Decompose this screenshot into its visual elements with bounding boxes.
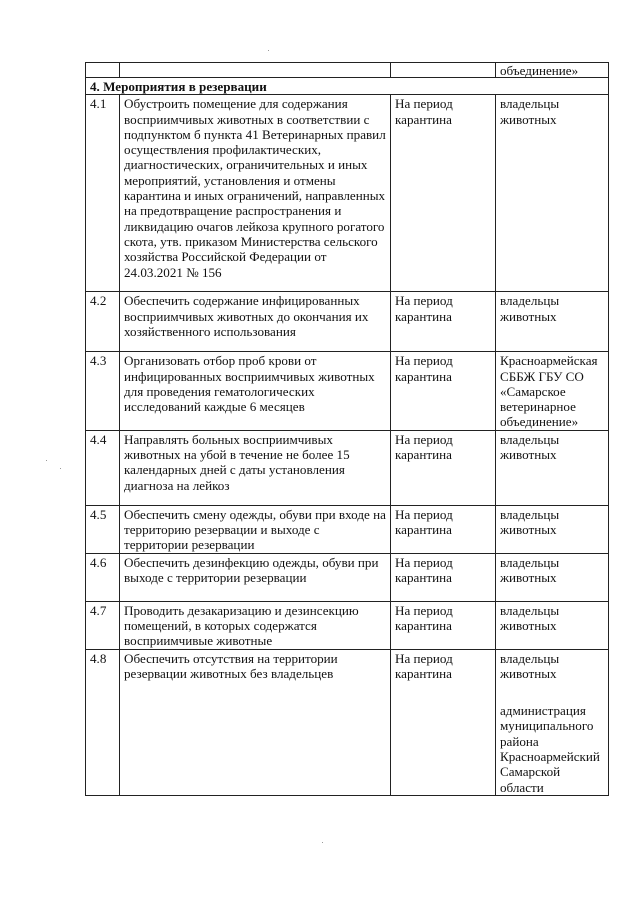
measures-table [85, 62, 609, 796]
scan-speck [268, 50, 269, 51]
action-cell: Обеспечить отсутствия на территории резервации животных без владельцев [120, 649, 391, 795]
table-cell [391, 63, 496, 78]
row-number: 4.6 [86, 553, 120, 601]
row-number: 4.3 [86, 352, 120, 430]
table-cell [86, 63, 120, 78]
executor-cell: владельцы животных [496, 553, 609, 601]
action-cell: Обеспечить дезинфекцию одежды, обуви при выходе с территории резервации [120, 553, 391, 601]
table-row [86, 553, 609, 601]
executor-owners: владельцы животных [500, 650, 560, 681]
table-row [86, 292, 609, 352]
executor-cell: владельцы животных [496, 505, 609, 553]
section-title: 4. Мероприятия в резервации [86, 78, 609, 95]
scan-speck [46, 460, 47, 461]
table-cell [120, 63, 391, 78]
action-cell: Организовать отбор проб крови от инфицированных восприимчивых животных для проведения гематологических исследований каждые 6 месяцев [120, 352, 391, 430]
action-cell: Обеспечить смену одежды, обуви при входе на территорию резервации и выходе с территории резервации [120, 505, 391, 553]
executor-cell: объединение» [496, 63, 609, 78]
executor-cell: владельцы животных [496, 292, 609, 352]
term-cell: На период карантина [391, 95, 496, 292]
executor-cell: владельцы животных [496, 601, 609, 649]
term-cell: На период карантина [391, 649, 496, 795]
executor-cell: владельцы животных [496, 95, 609, 292]
cell-gap [500, 681, 604, 703]
row-number: 4.5 [86, 505, 120, 553]
scan-speck [60, 468, 61, 469]
executor-cell: Красноармейская СББЖ ГБУ СО «Самарское ветеринарное объединение» [496, 352, 609, 430]
term-cell: На период карантина [391, 352, 496, 430]
executor-cell [496, 649, 609, 795]
scan-speck [322, 842, 323, 843]
row-number: 4.7 [86, 601, 120, 649]
table-row [86, 601, 609, 649]
table-row [86, 95, 609, 292]
term-cell: На период карантина [391, 505, 496, 553]
action-cell: Обеспечить содержание инфицированных восприимчивых животных до окончания их хозяйственного использования [120, 292, 391, 352]
action-cell: Обустроить помещение для содержания восприимчивых животных в соответствии с подпунктом б пункта 41 Ветеринарных правил осуществления профилактических, диагностических, ограничительных и иных мероприятий, установления и отмены карантина и иных ограничений, направленных на предотвращение распространения и ликвидацию очагов лейкоза крупного рогатого скота, утв. приказом Министерства сельского хозяйства Российской Федерации от 24.03.2021 № 156 [120, 95, 391, 292]
term-cell: На период карантина [391, 430, 496, 505]
table-row [86, 649, 609, 795]
executor-administration: администрация муниципального района Красноармейский Самарской области [500, 703, 600, 795]
row-number: 4.2 [86, 292, 120, 352]
table-row [86, 430, 609, 505]
row-number: 4.4 [86, 430, 120, 505]
row-number: 4.8 [86, 649, 120, 795]
action-cell: Направлять больных восприимчивых животных на убой в течение не более 15 календарных дней с даты установления диагноза на лейкоз [120, 430, 391, 505]
section-header-row [86, 78, 609, 95]
term-cell: На период карантина [391, 601, 496, 649]
row-number: 4.1 [86, 95, 120, 292]
action-cell: Проводить дезакаризацию и дезинсекцию помещений, в которых содержатся восприимчивые животные [120, 601, 391, 649]
term-cell: На период карантина [391, 553, 496, 601]
table-row [86, 505, 609, 553]
table-row [86, 63, 609, 78]
term-cell: На период карантина [391, 292, 496, 352]
executor-cell: владельцы животных [496, 430, 609, 505]
table-row [86, 352, 609, 430]
